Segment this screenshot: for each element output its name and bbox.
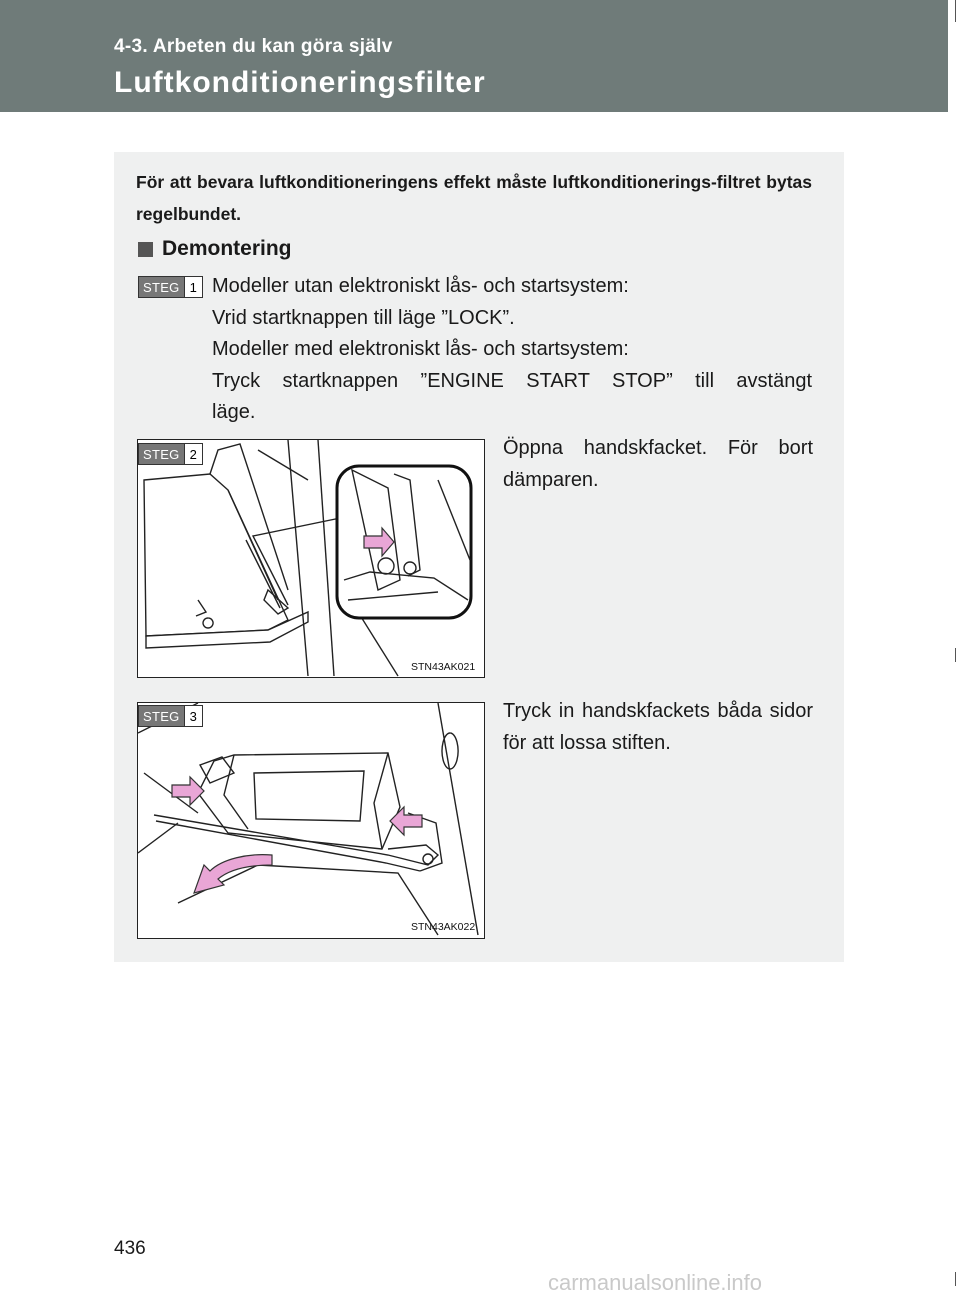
glove-box-pins-drawing — [138, 703, 484, 938]
section-label: 4-3. Arbeten du kan göra själv — [114, 36, 393, 57]
step-badge-number: 1 — [184, 277, 202, 297]
crop-mark — [955, 0, 956, 22]
figure-code: STN43AK021 — [411, 661, 476, 673]
step-1-line: Vrid startknappen till läge ”LOCK”. — [212, 306, 515, 329]
glove-box-damper-drawing — [138, 440, 484, 677]
step-2-badge — [138, 443, 203, 465]
section-heading — [138, 237, 292, 261]
step-badge-label: STEG — [139, 706, 184, 726]
step-1-text — [212, 271, 812, 429]
push-arrow-icon — [172, 777, 204, 805]
step-1-line: Tryck startknappen ”ENGINE START STOP” till avstängt — [212, 369, 812, 392]
step-1-line: Modeller med elektroniskt lås- och startsystem: — [212, 338, 629, 360]
open-arrow-icon — [194, 855, 272, 893]
step-3-text: Tryck in handskfackets båda sidor för att lossa stiften. — [503, 700, 813, 754]
step-badge-number: 2 — [184, 444, 202, 464]
step-2-illustration — [137, 439, 485, 678]
page-title: Luftkonditioneringsfilter — [114, 66, 486, 99]
square-bullet-icon — [138, 242, 153, 257]
intro-text: För att bevara luftkonditioneringens effekt måste luftkonditionerings-filtret bytas regelbundet. — [136, 172, 812, 224]
step-3-illustration — [137, 702, 485, 939]
watermark: carmanualsonline.info — [548, 1270, 763, 1295]
section-heading-label: Demontering — [162, 237, 292, 260]
step-1-badge — [138, 276, 203, 298]
crop-mark — [955, 1272, 956, 1286]
step-1-line: Modeller utan elektroniskt lås- och startsystem: — [212, 275, 629, 297]
step-1-line: läge. — [212, 401, 256, 423]
crop-mark — [955, 648, 956, 662]
figure-code: STN43AK022 — [411, 921, 476, 933]
step-badge-number: 3 — [184, 706, 202, 726]
step-3-badge — [138, 705, 203, 727]
page-number: 436 — [114, 1238, 146, 1259]
step-badge-label: STEG — [139, 277, 184, 297]
step-badge-label: STEG — [139, 444, 184, 464]
step-2-text: Öppna handskfacket. För bort dämparen. — [503, 437, 813, 491]
